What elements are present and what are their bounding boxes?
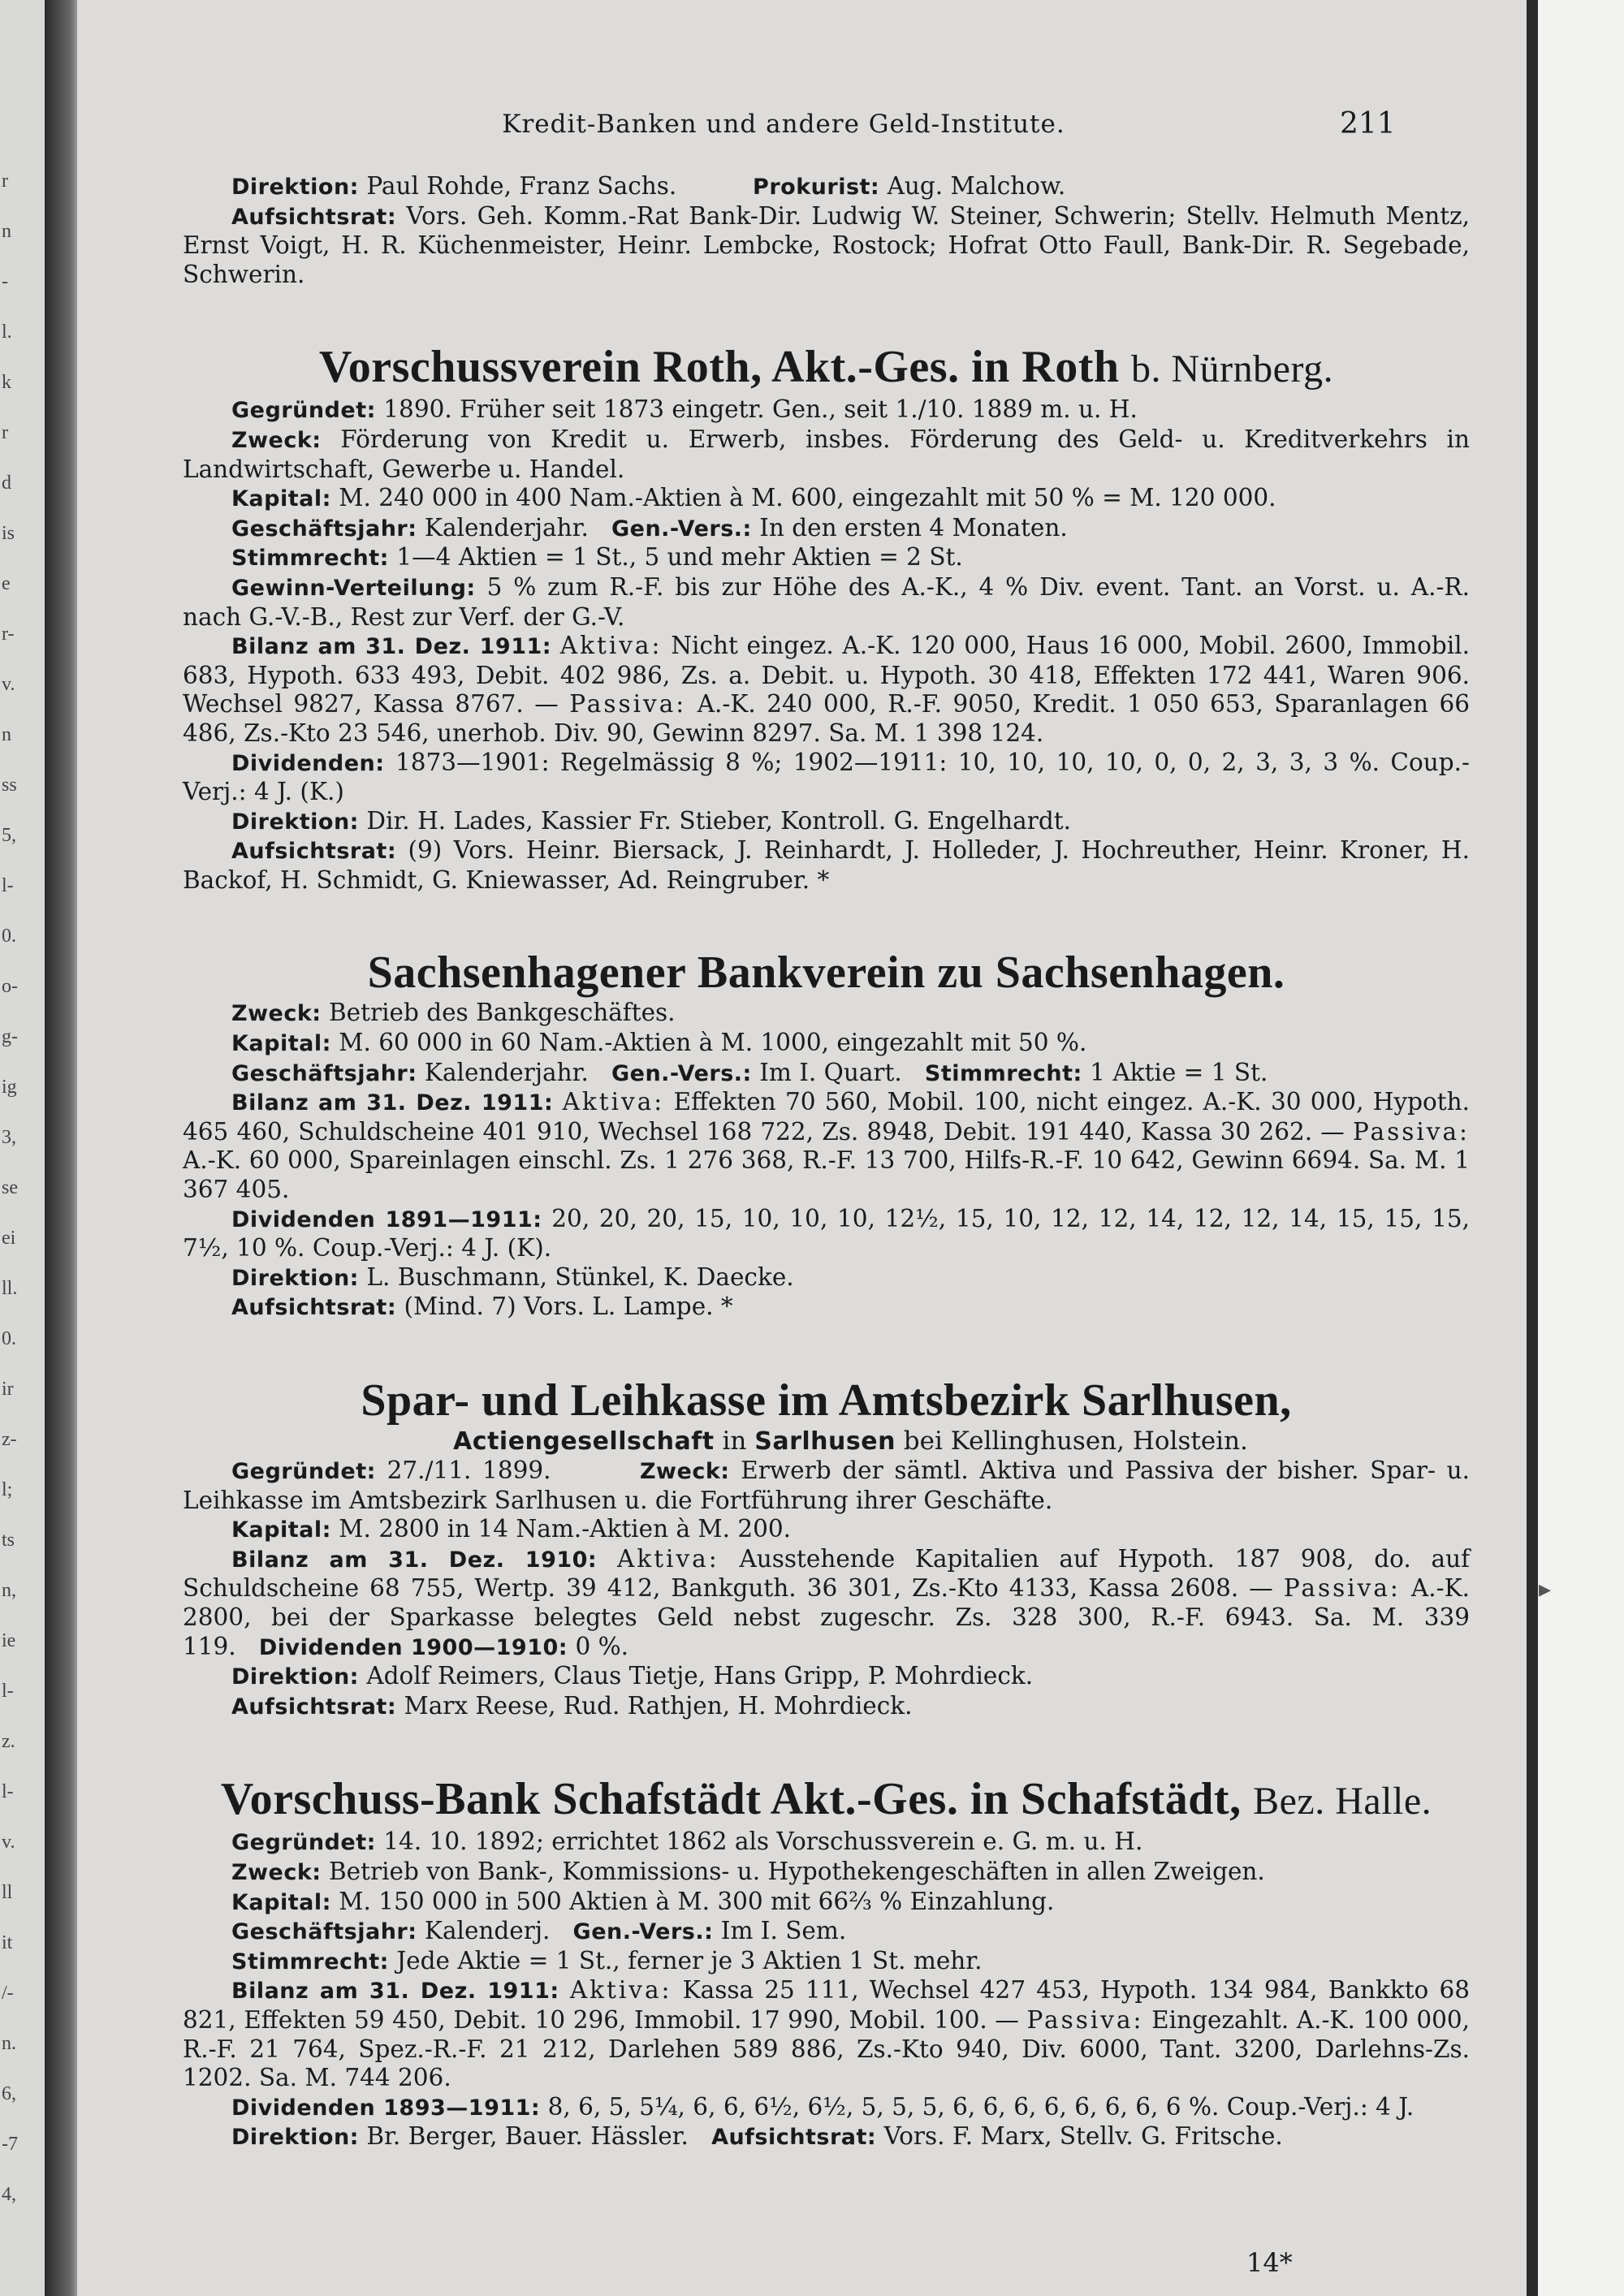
adjacent-page-fragment-text: n. <box>2 2033 16 2054</box>
kapital-label: Kapital: <box>231 486 331 512</box>
gewinn-verteilung-text: 5 % zum R.-F. bis zur Höhe des A.-K., 4 % Div. event. Tant. an Vorst. u. A.-R. nach G.-V.-B., Rest zur Verf. der G.-V. <box>183 572 1470 631</box>
aufsichtsrat-text: Vors. F. Marx, Stellv. G. Fritsche. <box>876 2122 1283 2151</box>
aufsichtsrat-label: Aufsichtsrat: <box>711 2125 877 2151</box>
zweck-text: Betrieb von Bank-, Kommissions- u. Hypothekengeschäften in allen Zweigen. <box>321 1857 1265 1885</box>
subtitle-text-in: in <box>714 1426 755 1456</box>
gen-vers-text: In den ersten 4 Monaten. <box>751 513 1068 542</box>
direktion-text: Adolf Reimers, Claus Tietje, Hans Gripp, P. Mohrdieck. <box>358 1662 1034 1690</box>
adjacent-page-fragment-text: 0. <box>2 1328 16 1349</box>
adjacent-page-fragment-text: ir <box>2 1379 14 1400</box>
prokurist-text: Aug. Malchow. <box>879 172 1066 200</box>
kapital-text: M. 2800 in 14 Nam.-Aktien à M. 200. <box>330 1515 792 1543</box>
aktiva-word: Aktiva: <box>559 632 663 660</box>
adjacent-page-fragment-text: -7 <box>2 2134 18 2155</box>
bilanz-aktiva-text: Nicht eingez. A.-K. 120 000, Haus 16 000, Mobil. 2600, Immobil. 683, Hypoth. 633 493, Debit. 402 986, Zs. a. Debit. u. Hypoth. 30 418, Effekten 172 441, Waren 906. Wechsel 9827, Kassa 8767. — <box>183 632 1470 719</box>
dividenden-text: 8, 6, 5, 5¼, 6, 6, 6½, 6½, 5, 5, 5, 6, 6, 6, 6, 6, 6, 6, 6 %. Coup.-Verj.: 4 J. <box>540 2092 1415 2121</box>
signature-mark: 14* <box>1246 2247 1293 2278</box>
entry-title-location: b. Nürnberg. <box>1131 347 1334 391</box>
direktion-text: Br. Berger, Bauer. Hässler. <box>358 2122 689 2151</box>
bilanz-aktiva-text: Ausstehende Kapitalien auf Hypoth. 187 908, do. auf Schuldscheine 68 755, Wertp. 39 412, Bankguth. 36 301, Zs.-Kto 4133, Kassa 2608. — <box>183 1544 1470 1603</box>
aufsichtsrat-text: Marx Reese, Rud. Rathjen, H. Mohrdieck. <box>396 1691 913 1720</box>
adjacent-page-fragment-text: l. <box>2 322 12 343</box>
entry-sachsenhagener-bankverein <box>183 947 1470 1323</box>
adjacent-page-fragment-text: 3, <box>2 1127 16 1148</box>
adjacent-page-fragment-text: 0. <box>2 926 16 947</box>
zweck-label: Zweck: <box>639 1459 730 1484</box>
gegruendet-text: 27./11. 1899. <box>375 1457 551 1484</box>
entry-title: Spar- und Leihkasse im Amtsbezirk Sarlhusen, <box>361 1375 1292 1426</box>
adjacent-page-fragment-text: ss <box>2 775 17 796</box>
direktion-label: Direktion: <box>231 1664 359 1690</box>
aufsichtsrat-label: Aufsichtsrat: <box>231 204 397 230</box>
aktiva-word: Aktiva: <box>562 1088 665 1116</box>
adjacent-page-fragment-text: 4, <box>2 2184 16 2205</box>
entry-vorschuss-bank-schafstaedt <box>183 1773 1470 2152</box>
bilanz-label: Bilanz am 31. Dez. 1911: <box>231 1090 554 1116</box>
aufsichtsrat-label: Aufsichtsrat: <box>231 839 397 865</box>
geschaeftsjahr-label: Geschäftsjahr: <box>231 516 417 542</box>
adjacent-page-fragment-text: o- <box>2 976 18 997</box>
aktiva-word: Aktiva: <box>569 1976 672 2005</box>
subtitle-text-location: bei Kellinghusen, Holstein. <box>895 1426 1248 1456</box>
aufsichtsrat-text: Vors. Geh. Komm.-Rat Bank-Dir. Ludwig W. Steiner, Schwerin; Stellv. Helmuth Mentz, Ernst Voigt, H. R. Küchenmeister, Heinr. Lembcke, Rostock; Hofrat Otto Faull, Bank-Dir. R. Segebade, Schwerin. <box>183 201 1470 288</box>
aktiva-word: Aktiva: <box>617 1544 719 1573</box>
adjacent-page-fragment-text: ll. <box>2 1278 18 1299</box>
adjacent-page-fragment-text: ig <box>2 1077 17 1098</box>
direktion-label: Direktion: <box>231 809 359 835</box>
direktion-label: Direktion: <box>231 2125 359 2151</box>
subtitle-label-place: Sarlhusen <box>754 1427 896 1456</box>
aufsichtsrat-text: (Mind. 7) Vors. L. Lampe. * <box>396 1293 733 1321</box>
adjacent-page-fragment-text: /- <box>2 1983 14 2004</box>
bilanz-label: Bilanz am 31. Dez. 1911: <box>231 1979 559 2005</box>
entry-title-main: Vorschuss-Bank Schafstädt Akt.-Ges. in Schafstädt, <box>220 1774 1242 1825</box>
direktion-label: Direktion: <box>231 1265 359 1291</box>
running-head: Kredit-Banken und andere Geld-Institute. <box>502 110 1065 139</box>
adjacent-page-fragment-text: l; <box>2 1479 13 1500</box>
bilanz-passiva-text: A.-K. 240 000, R.-F. 9050, Kredit. 1 050 653, Sparanlagen 66 486, Zs.-Kto 23 546, unerhob. Div. 90, Gewinn 8297. Sa. M. 1 398 124. <box>183 690 1470 747</box>
adjacent-page-fragment-text: ll <box>2 1882 13 1903</box>
adjacent-page-fragment-text: 6, <box>2 2083 16 2104</box>
entry-subtitle <box>183 1426 1470 1457</box>
gen-vers-text: Im I. Quart. <box>751 1058 902 1086</box>
zweck-label: Zweck: <box>231 1001 322 1027</box>
gewinn-verteilung-label: Gewinn-Verteilung: <box>231 575 476 601</box>
adjacent-page-fragment-text: l- <box>2 875 14 896</box>
geschaeftsjahr-text: Kalenderj. <box>417 1917 551 1945</box>
adjacent-page-fragment-text: k <box>2 372 11 393</box>
entry-title-main: Vorschussverein Roth, Akt.-Ges. in Roth <box>318 342 1120 393</box>
dividenden-label: Dividenden: <box>231 750 385 776</box>
stimmrecht-label: Stimmrecht: <box>231 1949 389 1974</box>
dividenden-text: 20, 20, 20, 15, 10, 10, 10, 12½, 15, 10, 12, 12, 14, 12, 12, 14, 15, 15, 15, 7½, 10 %. Coup.-Verj.: 4 J. (K). <box>183 1204 1471 1262</box>
bilanz-aktiva-text: Effekten 70 560, Mobil. 100, nicht eingez. A.-K. 30 000, Hypoth. 465 460, Schuldscheine 401 910, Wechsel 168 722, Zs. 8948, Debit. 191 440, Kassa 30 262. — <box>183 1088 1470 1146</box>
subtitle-label-ag: Actiengesellschaft <box>453 1427 715 1456</box>
kapital-label: Kapital: <box>231 1517 331 1543</box>
stimmrecht-label: Stimmrecht: <box>231 546 389 572</box>
adjacent-page-fragment-text: n <box>2 221 11 242</box>
gegruendet-text: 14. 10. 1892; errichtet 1862 als Vorschussverein e. G. m. u. H. <box>375 1828 1143 1856</box>
adjacent-page-fragment-text: n, <box>2 1580 16 1601</box>
direktion-text: L. Buschmann, Stünkel, K. Daecke. <box>358 1262 794 1291</box>
bilanz-passiva-text: A.-K. 60 000, Spareinlagen einschl. Zs. 1 276 368, R.-F. 13 700, Hilfs-R.-F. 10 642, Gewinn 6694. Sa. M. 1 367 405. <box>183 1146 1470 1204</box>
geschaeftsjahr-text: Kalenderjahr. <box>417 513 589 542</box>
entry-title-location: Bez. Halle. <box>1253 1780 1432 1823</box>
adjacent-page-fragment-text: r <box>2 422 8 443</box>
bilanz-passiva-text: Eingezahlt. A.-K. 100 000, R.-F. 21 764, Spez.-R.-F. 21 212, Darlehen 589 886, Zs.-Kto 940, Div. 6000, Tant. 3200, Darlehns-Zs. 1202. Sa. M. 744 206. <box>183 2005 1471 2092</box>
direktion-label: Direktion: <box>231 175 359 200</box>
adjacent-page-fragment-text: e <box>2 573 11 594</box>
entry-title <box>183 341 1470 395</box>
adjacent-page-fragment-text: is <box>2 523 15 544</box>
dividenden-label: Dividenden 1893—1911: <box>231 2095 541 2121</box>
adjacent-page-fragment-text: v. <box>2 1832 15 1853</box>
zweck-text: Betrieb des Bankgeschäftes. <box>321 999 676 1027</box>
stimmrecht-text: 1 Aktie = 1 St. <box>1082 1058 1268 1086</box>
gegruendet-label: Gegründet: <box>231 1459 376 1484</box>
passiva-word: Passiva: <box>569 690 687 719</box>
adjacent-page-fragment-text: r- <box>2 624 15 645</box>
stimmrecht-label: Stimmrecht: <box>924 1060 1082 1086</box>
adjacent-page-fragment-text: 5, <box>2 825 16 846</box>
adjacent-page-fragment-text: se <box>2 1177 18 1198</box>
adjacent-page-fragment-text: z- <box>2 1429 17 1450</box>
page-content <box>183 172 1470 2152</box>
adjacent-page-fragment-text: ie <box>2 1630 16 1651</box>
entry-title <box>183 1773 1470 1828</box>
adjacent-page-fragment-text: - <box>2 271 8 292</box>
geschaeftsjahr-text: Kalenderjahr. <box>417 1058 589 1086</box>
bilanz-label: Bilanz am 31. Dez. 1911: <box>231 634 552 660</box>
dividenden-text: 0 %. <box>568 1632 628 1660</box>
aufsichtsrat-label: Aufsichtsrat: <box>231 1295 397 1321</box>
adjacent-page-fragment-text: l- <box>2 1681 14 1702</box>
adjacent-page-fragment-text: it <box>2 1932 13 1953</box>
adjacent-page-fragment-text: r <box>2 170 8 192</box>
kapital-label: Kapital: <box>231 1889 331 1915</box>
kapital-text: M. 240 000 in 400 Nam.-Aktien à M. 600, eingezahlt mit 50 % = M. 120 000. <box>330 484 1276 512</box>
adjacent-page-fragment-text: v. <box>2 674 15 695</box>
aufsichtsrat-label: Aufsichtsrat: <box>231 1694 397 1720</box>
gen-vers-label: Gen.-Vers.: <box>611 1060 752 1086</box>
adjacent-page-fragment-text: n <box>2 724 11 745</box>
adjacent-page-fragment-text: l- <box>2 1781 14 1802</box>
adjacent-page-fragment <box>0 0 45 2296</box>
adjacent-page-fragment-text: z. <box>2 1731 15 1752</box>
bilanz-label: Bilanz am 31. Dez. 1910: <box>231 1547 598 1573</box>
zweck-label: Zweck: <box>231 427 322 453</box>
adjacent-page-fragment-text: ts <box>2 1530 15 1551</box>
passiva-word: Passiva: <box>1283 1574 1401 1603</box>
zweck-text: Förderung von Kredit u. Erwerb, insbes. Förderung des Geld- u. Kreditverkehrs in Landwirtschaft, Gewerbe u. Handel. <box>183 425 1470 483</box>
adjacent-page-fragment-text: ei <box>2 1228 16 1249</box>
aufsichtsrat-text: (9) Vors. Heinr. Biersack, J. Reinhardt, J. Holleder, J. Hochreuther, Heinr. Kroner, H. Backof, H. Schmidt, G. Kniewasser, Ad. Reingruber. * <box>183 836 1470 894</box>
page-edge <box>1527 0 1538 2296</box>
book-page <box>77 0 1527 2296</box>
gegruendet-text: 1890. Früher seit 1873 eingetr. Gen., seit 1./10. 1889 m. u. H. <box>375 395 1138 424</box>
bilanz-aktiva-text: Kassa 25 111, Wechsel 427 453, Hypoth. 134 984, Bankkto 68 821, Effekten 59 450, Debit. 10 296, Immobil. 17 990, Mobil. 100. — <box>183 1976 1470 2034</box>
prokurist-label: Prokurist: <box>753 175 880 200</box>
geschaeftsjahr-label: Geschäftsjahr: <box>231 1919 417 1945</box>
adjacent-page-fragment-text: g- <box>2 1026 18 1047</box>
zweck-label: Zweck: <box>231 1859 322 1885</box>
passiva-word: Passiva: <box>1026 2005 1144 2034</box>
adjacent-page-fragment-text: d <box>2 473 11 494</box>
entry-continuation <box>183 172 1470 289</box>
stimmrecht-text: Jede Aktie = 1 St., ferner je 3 Aktien 1 St. mehr. <box>388 1946 983 1974</box>
gen-vers-label: Gen.-Vers.: <box>611 516 752 542</box>
zweck-text: Erwerb der sämtl. Aktiva und Passiva der bisher. Spar- u. Leihkasse im Amtsbezirk Sarlhusen u. die Fortführung ihrer Geschäfte. <box>183 1457 1470 1514</box>
entry-vorschussverein-roth <box>183 341 1470 895</box>
geschaeftsjahr-label: Geschäftsjahr: <box>231 1060 417 1086</box>
scan-background <box>1538 0 1624 2296</box>
direktion-text: Paul Rohde, Franz Sachs. <box>358 172 677 200</box>
gen-vers-text: Im I. Sem. <box>713 1917 847 1945</box>
page-number: 211 <box>1340 107 1396 140</box>
bilanz-passiva-text: A.-K. 2800, bei der Sparkasse belegtes Geld nebst zugeschr. Zs. 328 300, R.-F. 6943. Sa. M. 339 119. <box>183 1574 1470 1660</box>
entry-spar-und-leihkasse-sarlhusen <box>183 1375 1470 1721</box>
kapital-label: Kapital: <box>231 1031 331 1057</box>
kapital-text: M. 150 000 in 500 Aktien à M. 300 mit 66⅔ % Einzahlung. <box>330 1887 1055 1915</box>
stimmrecht-text: 1—4 Aktien = 1 St., 5 und mehr Aktien = 2 St. <box>388 543 963 572</box>
edge-mark: ▸ <box>1539 1575 1552 1603</box>
entry-title: Sachsenhagener Bankverein zu Sachsenhagen. <box>367 947 1285 999</box>
dividenden-label: Dividenden 1900—1910: <box>258 1634 568 1660</box>
passiva-word: Passiva: <box>1352 1117 1470 1146</box>
gegruendet-label: Gegründet: <box>231 398 376 424</box>
kapital-text: M. 60 000 in 60 Nam.-Aktien à M. 1000, eingezahlt mit 50 %. <box>330 1029 1087 1057</box>
direktion-text: Dir. H. Lades, Kassier Fr. Stieber, Kontroll. G. Engelhardt. <box>358 806 1071 835</box>
book-gutter <box>45 0 77 2296</box>
gegruendet-label: Gegründet: <box>231 1830 376 1856</box>
dividenden-label: Dividenden 1891—1911: <box>231 1206 542 1232</box>
dividenden-text: 1873—1901: Regelmässig 8 %; 1902—1911: 10, 10, 10, 10, 0, 0, 2, 3, 3, 3 %. Coup.-Verj.: 4 J. (K.) <box>183 748 1470 806</box>
gen-vers-label: Gen.-Vers.: <box>572 1919 714 1945</box>
